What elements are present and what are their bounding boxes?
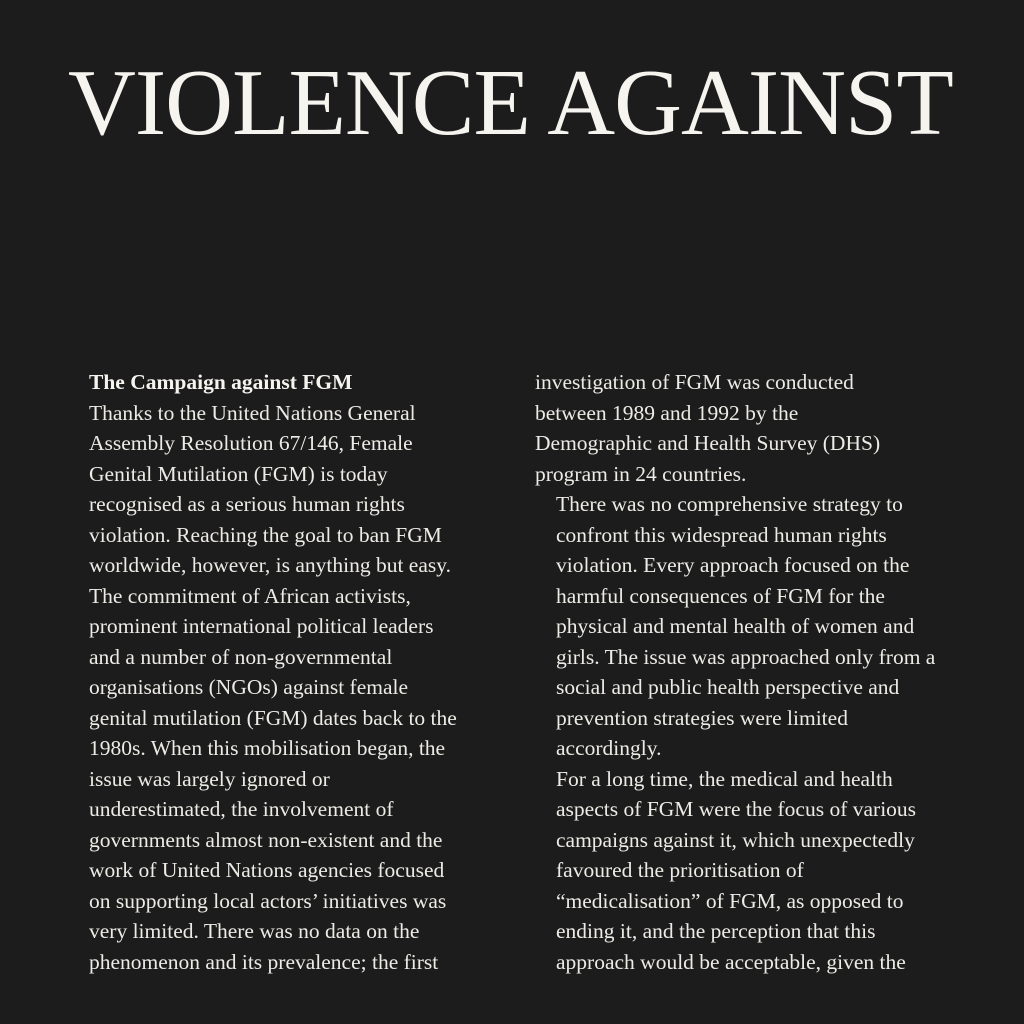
left-column bbox=[68, 367, 508, 977]
text-line: genital mutilation (FGM) dates back to the bbox=[89, 705, 457, 730]
text-line: favoured the prioritisation of bbox=[556, 858, 804, 882]
text-line: recognised as a serious human rights bbox=[89, 492, 405, 516]
text-line: Genital Mutilation (FGM) is today bbox=[89, 461, 388, 486]
text-line: violation. Every approach focused on the bbox=[556, 553, 910, 577]
text-line: investigation of FGM was conducted bbox=[535, 370, 854, 394]
section-heading: The Campaign against FGM bbox=[89, 370, 353, 394]
text-line: very limited. There was no data on the bbox=[89, 919, 420, 943]
text-line: confront this widespread human rights bbox=[556, 522, 887, 547]
text-line: ending it, and the perception that this bbox=[556, 919, 876, 943]
text-line: between 1989 and 1992 by the bbox=[535, 400, 799, 425]
text-line: “medicalisation” of FGM, as opposed to bbox=[556, 888, 904, 913]
paragraph bbox=[68, 398, 508, 581]
page-title: VIOLENCE AGAINST bbox=[68, 51, 953, 155]
text-line: and a number of non-governmental bbox=[89, 644, 393, 669]
text-line: girls. The issue was approached only from a bbox=[556, 644, 936, 669]
text-line: For a long time, the medical and health bbox=[556, 766, 893, 791]
text-line: campaigns against it, which unexpectedly bbox=[556, 827, 915, 852]
text-line: Demographic and Health Survey (DHS) bbox=[535, 431, 881, 455]
text-line: governments almost non-existent and the bbox=[89, 827, 443, 852]
text-line: aspects of FGM were the focus of various bbox=[556, 797, 917, 821]
text-line: There was no comprehensive strategy to bbox=[556, 492, 903, 516]
paragraph bbox=[535, 489, 985, 764]
right-column bbox=[535, 367, 985, 977]
text-line: underestimated, the involvement of bbox=[89, 797, 394, 821]
text-line: program in 24 countries. bbox=[535, 461, 747, 486]
text-line: work of United Nations agencies focused bbox=[89, 858, 445, 882]
text-line: The commitment of African activists, bbox=[89, 583, 411, 608]
paragraph bbox=[535, 367, 985, 489]
paragraph bbox=[535, 764, 985, 978]
text-line: harmful consequences of FGM for the bbox=[556, 583, 885, 608]
text-line: social and public health perspective and bbox=[556, 675, 900, 699]
text-line: 1980s. When this mobilisation began, the bbox=[89, 736, 446, 760]
text-line: violation. Reaching the goal to ban FGM bbox=[89, 522, 442, 547]
text-line: approach would be acceptable, given the bbox=[556, 949, 906, 974]
text-line: Assembly Resolution 67/146, Female bbox=[89, 431, 413, 455]
text-line: issue was largely ignored or bbox=[89, 766, 330, 791]
text-line: organisations (NGOs) against female bbox=[89, 675, 409, 699]
text-line: Thanks to the United Nations General bbox=[89, 400, 416, 425]
text-line: worldwide, however, is anything but easy. bbox=[89, 553, 451, 577]
text-line: prevention strategies were limited bbox=[556, 705, 848, 730]
text-line: accordingly. bbox=[556, 736, 662, 760]
paragraph bbox=[68, 581, 508, 978]
text-line: physical and mental health of women and bbox=[556, 614, 915, 638]
text-line: prominent international political leaders bbox=[89, 614, 434, 638]
text-line: phenomenon and its prevalence; the first bbox=[89, 949, 439, 974]
text-line: on supporting local actors’ initiatives was bbox=[89, 888, 447, 913]
